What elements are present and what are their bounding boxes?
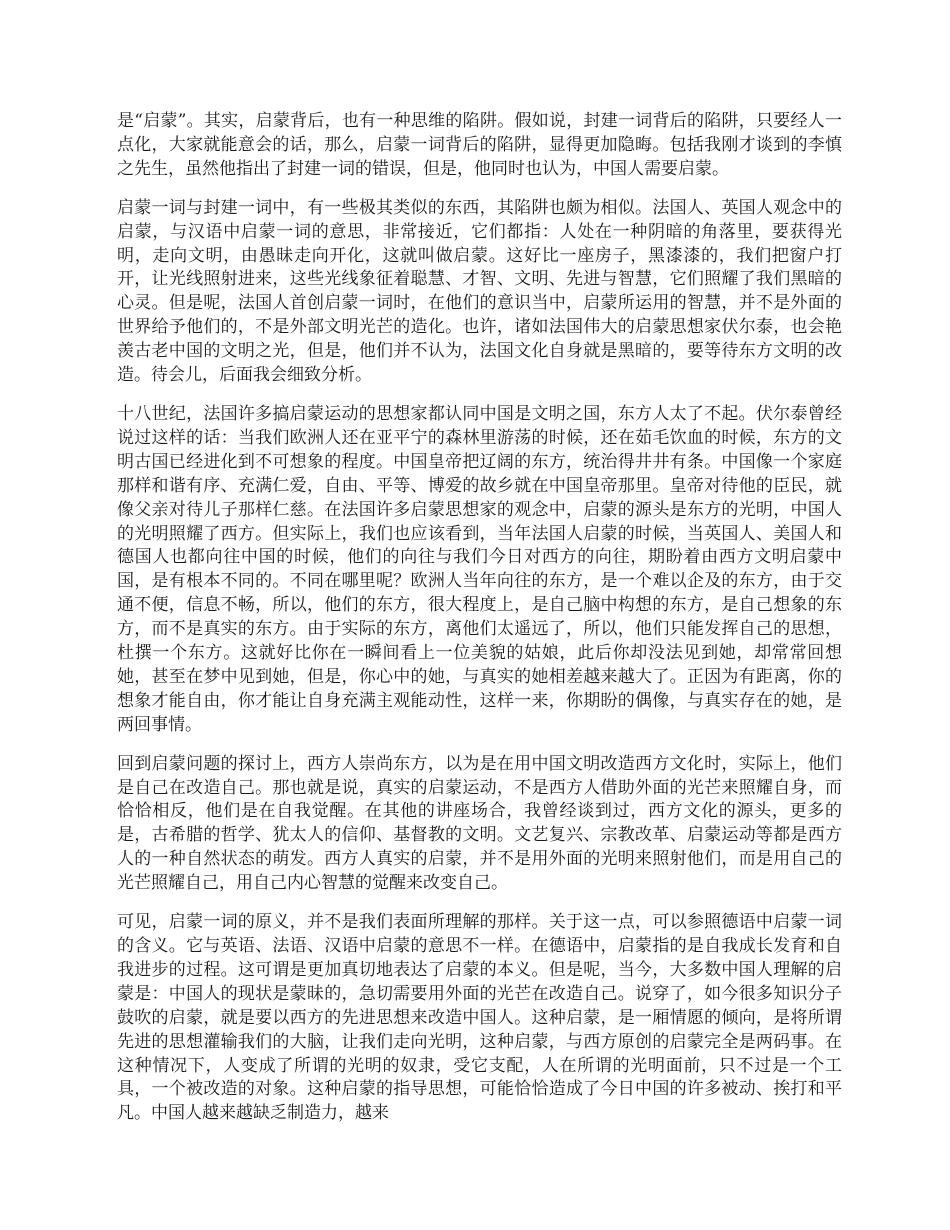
paragraph: 是“启蒙”。其实，启蒙背后，也有一种思维的陷阱。假如说，封建一词背后的陷阱，只要经人一点化，大家就能意会的话，那么，启蒙一词背后的陷阱，显得更加隐晦。包括我刚才谈到的李慎之先生，虽然他指出了封建一词的错误，但是，他同时也认为，中国人需要启蒙。: [117, 111, 842, 179]
paragraph: 可见，启蒙一词的原义，并不是我们表面所理解的那样。关于这一点，可以参照德语中启蒙一词的含义。它与英语、法语、汉语中启蒙的意思不一样。在德语中，启蒙指的是自我成长发育和自我进步的过程。这可谓是更加真切地表达了启蒙的本义。但是呢，当今，大多数中国人理解的启蒙是：中国人的现状是蒙昧的，急切需要用外面的光芒在改造自己。说穿了，如今很多知识分子鼓吹的启蒙，就是要以西方的先进思想来改造中国人。这种启蒙，是一厢情愿的倾向，是将所谓先进的思想灌输我们的大脑，让我们走向光明，这种启蒙，与西方原创的启蒙完全是两码事。在这种情况下，人变成了所谓的光明的奴隶，受它支配，人在所谓的光明面前，只不过是一个工具，一个被改造的对象。这种启蒙的指导思想，可能恰恰造成了今日中国的许多被动、挨打和平凡。中国人越来越缺乏制造力，越来: [117, 912, 842, 1124]
paragraph: 回到启蒙问题的探讨上，西方人崇尚东方，以为是在用中国文明改造西方文化时，实际上，他们是自己在改造自己。那也就是说，真实的启蒙运动，不是西方人借助外面的光芒来照耀自身，而恰恰相反，他们是在自我觉醒。在其他的讲座场合，我曾经谈到过，西方文化的源头，更多的是，古希腊的哲学、犹太人的信仰、基督教的文明。文艺复兴、宗教改革、启蒙运动等都是西方人的一种自然状态的萌发。西方人真实的启蒙，并不是用外面的光明来照射他们，而是用自己的光芒照耀自己，用自己内心智慧的觉醒来改变自己。: [117, 753, 842, 894]
paragraph: 十八世纪，法国许多搞启蒙运动的思想家都认同中国是文明之国，东方人太了不起。伏尔泰曾经说过这样的话：当我们欧洲人还在亚平宁的森林里游荡的时候，还在茹毛饮血的时候，东方的文明古国已经进化到不可想象的程度。中国皇帝把辽阔的东方，统治得井井有条。中国像一个家庭那样和谐有序、充满仁爱，自由、平等、博爱的故乡就在中国皇帝那里。皇帝对待他的臣民，就像父亲对待儿子那样仁慈。在法国许多启蒙思想家的观念中，启蒙的源头是东方的光明，中国人的光明照耀了西方。但实际上，我们也应该看到，当年法国人启蒙的时候，当英国人、美国人和德国人也都向往中国的时候，他们的向往与我们今日对西方的向往，期盼着由西方文明启蒙中国，是有根本不同的。不同在哪里呢？欧洲人当年向往的东方，是一个难以企及的东方，由于交通不便，信息不畅，所以，他们的东方，很大程度上，是自己脑中构想的东方，是自己想象的东方，而不是真实的东方。由于实际的东方，离他们太遥远了，所以，他们只能发挥自己的思想，杜撰一个东方。这就好比你在一瞬间看上一位美貌的姑娘，此后你却没法见到她，却常常回想她，甚至在梦中见到她，但是，你心中的她，与真实的她相差越来越大了。正因为有距离，你的想象才能自由，你才能让自身充满主观能动性，这样一来，你期盼的偶像，与真实存在的她，是两回事情。: [117, 403, 842, 735]
paragraph: 启蒙一词与封建一词中，有一些极其类似的东西，其陷阱也颇为相似。法国人、英国人观念中的启蒙，与汉语中启蒙一词的意思，非常接近，它们都指：人处在一种阴暗的角落里，要获得光明，走向文明，由愚昧走向开化，这就叫做启蒙。这好比一座房子，黑漆漆的，我们把窗户打开，让光线照射进来，这些光线象征着聪慧、才智、文明、先进与智慧，它们照耀了我们黑暗的心灵。但是呢，法国人首创启蒙一词时，在他们的意识当中，启蒙所运用的智慧，并不是外面的世界给予他们的，不是外部文明光芒的造化。也许，诸如法国伟大的启蒙思想家伏尔泰，也会艳羡古老中国的文明之光，但是，他们并不认为，法国文化自身就是黑暗的，要等待东方文明的改造。待会儿，后面我会细致分析。: [117, 197, 842, 386]
document-page: [117, 110, 842, 1141]
